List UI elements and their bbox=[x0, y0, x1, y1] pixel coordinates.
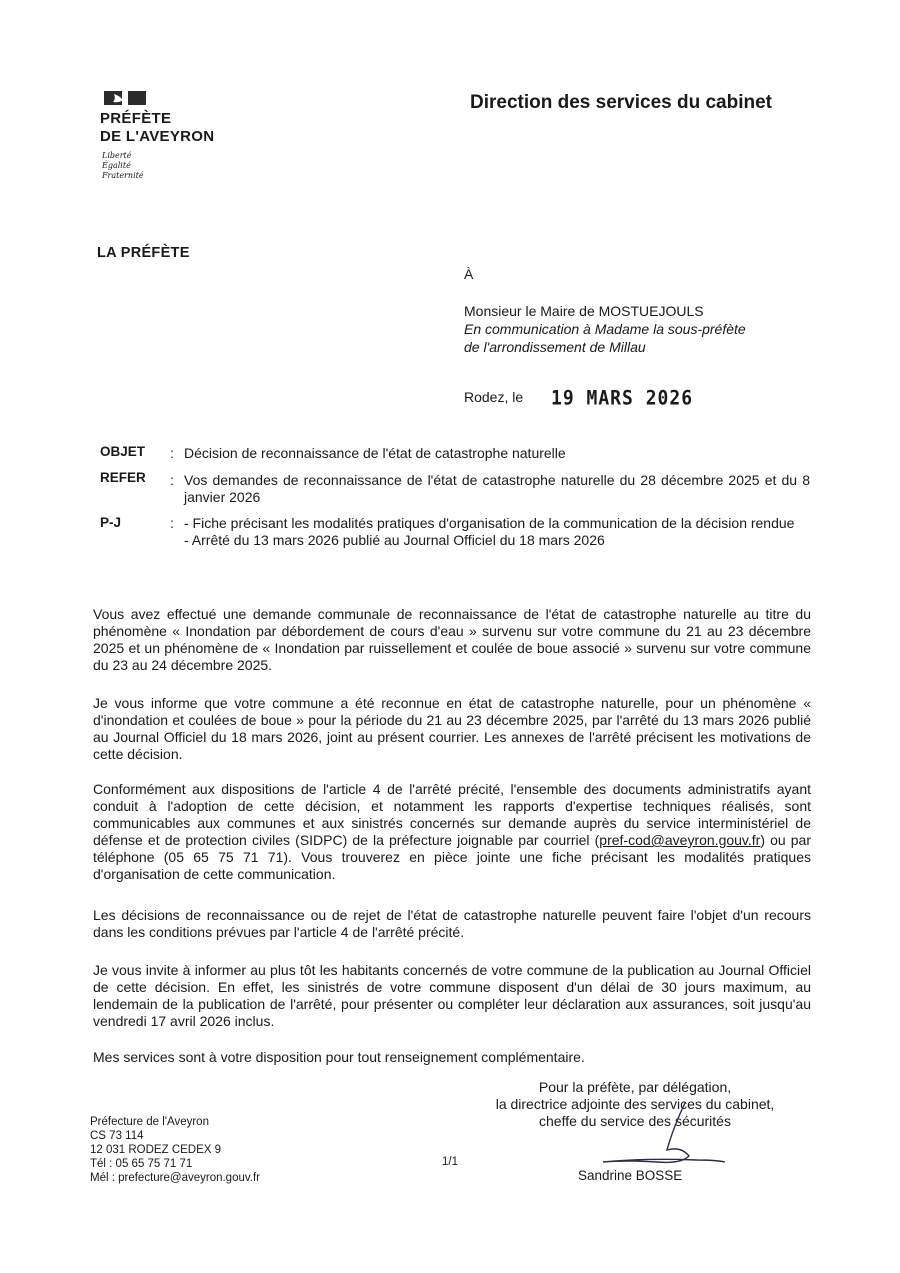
body-paragraph-3: Conformément aux dispositions de l'article 4 de l'arrêté précité, l'ensemble des documents administratifs ayant conduit à l'adoption de cette décision, et notamment les rapports d'expertise techniques réalisés, sont communicables aux communes et aux sinistrés concernés sur demande auprès du service interministériel de défense et de protection civiles (SIDPC) de la préfecture joignable par courriel (pref-cod@aveyron.gouv.fr) ou par téléphone (05 65 75 71 71). Vous trouverez en pièce jointe une fiche précisant les modalités pratiques d'organisation de cette communication. bbox=[93, 781, 811, 882]
page-number: 1/1 bbox=[442, 1156, 458, 1168]
pj-list bbox=[184, 515, 810, 549]
recipient-prefix: À bbox=[464, 266, 474, 282]
pj-colon: : bbox=[170, 515, 174, 531]
recipient-address bbox=[464, 302, 746, 356]
objet-label: OBJET bbox=[100, 444, 146, 459]
refer-text: Vos demandes de reconnaissance de l'état de catastrophe naturelle du 28 décembre 2025 et du 8 janvier 2026 bbox=[184, 472, 810, 505]
date-place: Rodez, le bbox=[464, 389, 524, 405]
marianne-logo-icon bbox=[104, 91, 146, 105]
sender: LA PRÉFÈTE bbox=[97, 245, 190, 261]
signatory-name: Sandrine BOSSE bbox=[578, 1168, 683, 1183]
refer-label: REFER bbox=[100, 470, 146, 485]
pj-item: - Arrêté du 13 mars 2026 publié au Journal Officiel du 18 mars 2026 bbox=[184, 532, 605, 548]
date-stamp: 19 MARS 2026 bbox=[551, 386, 694, 411]
body-paragraph-5: Je vous invite à informer au plus tôt les habitants concernés de votre commune de la publication au Journal Officiel de cette décision. En effet, les sinistrés de votre commune disposent d'un délai de 30 jours maximum, au lendemain de la publication de l'arrêté, pour présenter ou compléter leur déclaration aux assurances, soit jusqu'au vendredi 17 avril 2026 inclus. bbox=[93, 962, 811, 1029]
body-paragraph-2: Je vous informe que votre commune a été reconnue en état de catastrophe naturelle, pour un phénomène « d'inondation et coulées de boue » pour la période du 21 au 23 décembre 2025, par l'arrêté du 13 mars 2026 publié au Journal Officiel du 18 mars 2026, joint au présent courrier. Les annexes de l'arrêté précisent les motivations de cette décision. bbox=[93, 695, 811, 762]
republic-motto: Liberté Égalité Fraternité bbox=[102, 151, 144, 180]
body-paragraph-6: Mes services sont à votre disposition pour tout renseignement complémentaire. bbox=[93, 1049, 585, 1065]
refer-colon: : bbox=[170, 472, 174, 488]
body-paragraph-4: Les décisions de reconnaissance ou de rejet de l'état de catastrophe naturelle peuvent faire l'objet d'un recours dans les conditions prévues par l'article 4 de l'arrêté précité. bbox=[93, 907, 811, 940]
objet-colon: : bbox=[170, 445, 174, 461]
pj-item: - Fiche précisant les modalités pratiques d'organisation de la communication de la décision rendue bbox=[184, 515, 795, 531]
recipient-line: En communication à Madame la sous-préfète bbox=[464, 321, 746, 337]
prefecture-logo-title: PRÉFÈTE DE L'AVEYRON bbox=[100, 110, 215, 145]
objet-text: Décision de reconnaissance de l'état de catastrophe naturelle bbox=[184, 445, 566, 461]
recipient-line: Monsieur le Maire de MOSTUEJOULS bbox=[464, 303, 704, 319]
footer-address: Préfecture de l'Aveyron CS 73 114 12 031 RODEZ CEDEX 9 Tél : 05 65 75 71 71 Mél : prefecture@aveyron.gouv.fr bbox=[90, 1116, 260, 1184]
body-paragraph-1: Vous avez effectué une demande communale de reconnaissance de l'état de catastrophe naturelle au titre du phénomène « Inondation par débordement de cours d'eau » survenu sur votre commune du 21 au 23 décembre 2025 et un phénomène de « Inondation par ruissellement et coulée de boue associé » survenu sur votre commune du 23 au 24 décembre 2025. bbox=[93, 606, 811, 673]
email-link[interactable]: pref-cod@aveyron.gouv.fr bbox=[599, 832, 761, 848]
service-title: Direction des services du cabinet bbox=[470, 92, 773, 113]
pj-label: P-J bbox=[100, 515, 122, 530]
signature-block: Pour la préfète, par délégation, la directrice adjointe des services du cabinet, cheffe du service des sécurités bbox=[495, 1079, 775, 1129]
recipient-line: de l'arrondissement de Millau bbox=[464, 339, 646, 355]
